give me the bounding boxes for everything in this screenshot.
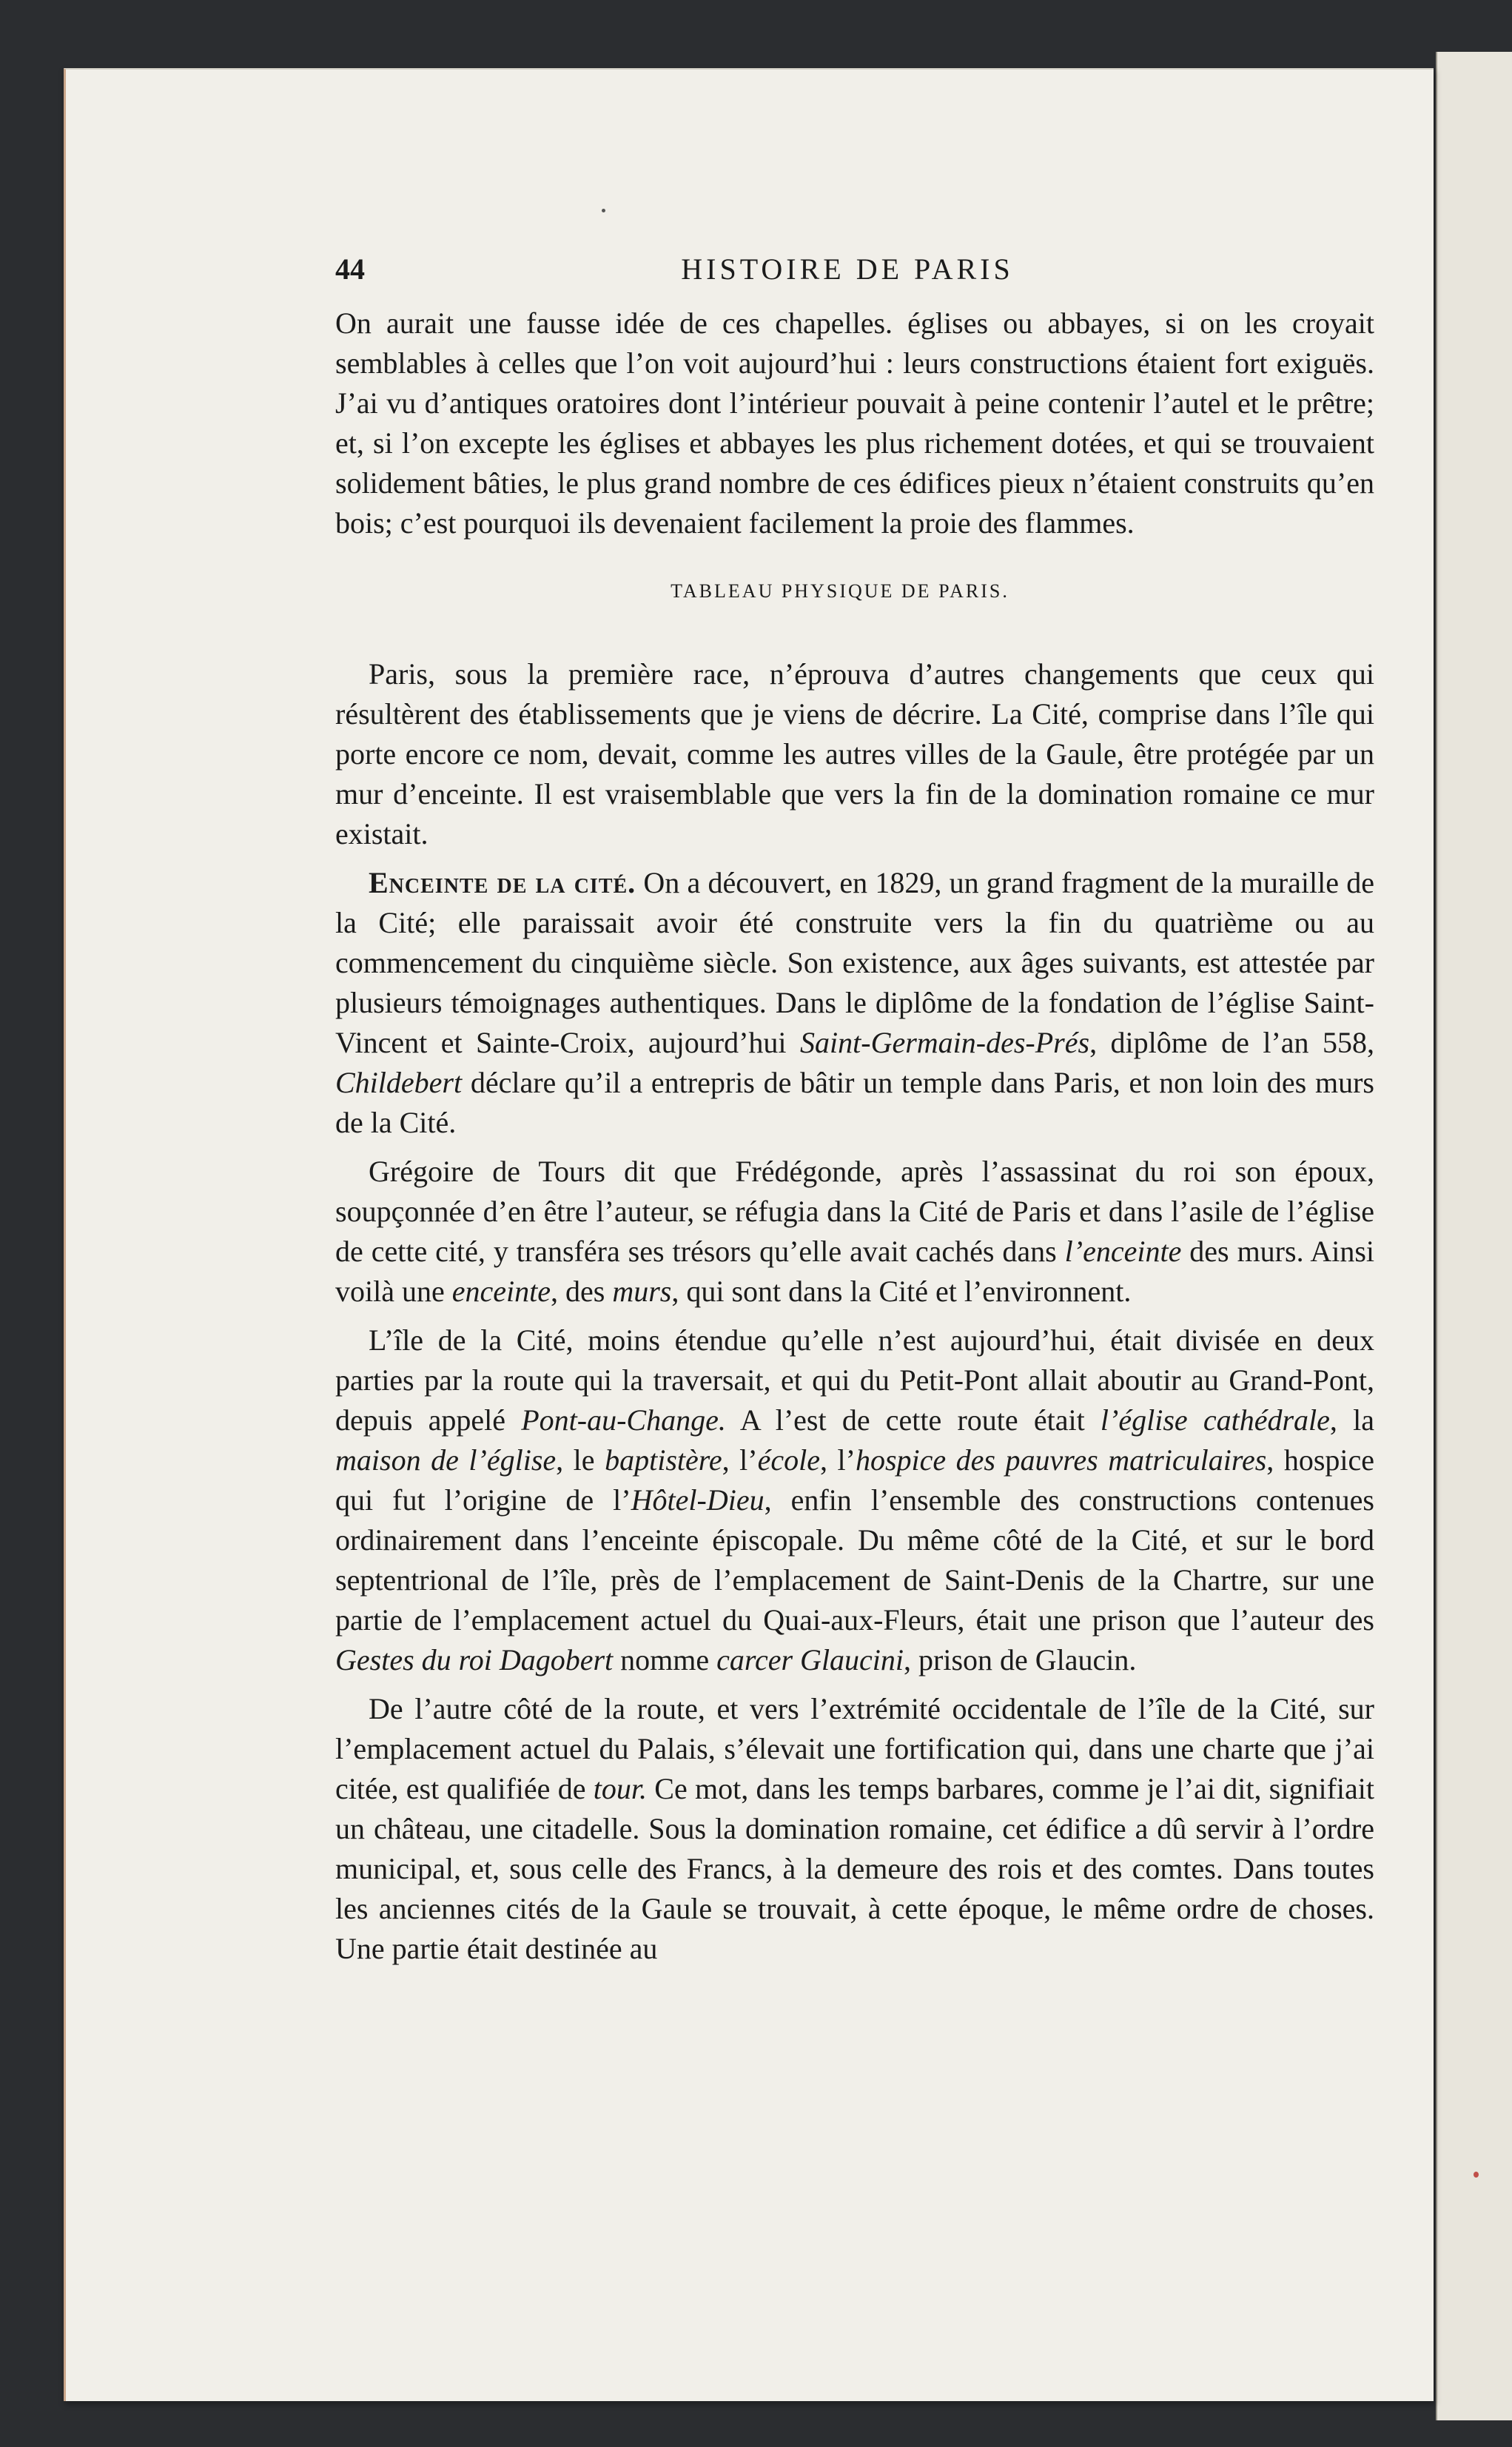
text-run: nomme (613, 1643, 717, 1676)
text-run: De l’autre côté de la route, et vers l’extrémité occidentale de l’île de la Cité, sur l’emplacement actuel du Palais, s’élevait une fortification qui, dans une charte que j’ai citée, est qualifiée de (335, 1692, 1374, 1805)
italic-run: l’enceinte (1064, 1235, 1182, 1268)
italic-run: tour. (593, 1772, 648, 1805)
italic-run: Childebert (335, 1066, 463, 1099)
italic-run: hospice des pauvres matriculaires (855, 1443, 1267, 1477)
paragraph-enceinte (335, 863, 1374, 1143)
italic-run: baptistère (605, 1443, 722, 1477)
text-run: , des (550, 1275, 613, 1308)
text-run: On a découvert, en 1829, un grand fragment de la muraille de la Cité; elle paraissait avoir été construite vers la fin du quatrième ou au commencement du cinquième siècle. Son existence, aux âges suivants, est attestée par plusieurs témoignages authentiques. Dans le diplôme de la fondation de l’église Saint-Vincent et Sainte-Croix, aujourd’hui (335, 866, 1374, 1059)
italic-run: enceinte (451, 1275, 551, 1308)
text-run: des murs. Ainsi voilà une (335, 1235, 1374, 1308)
text-run: L’île de la Cité, moins étendue qu’elle n’est aujourd’hui, était divisée en deux parties par la route qui la traversait, et qui du Petit-Pont allait aboutir au Grand-Pont, depuis appelé (335, 1323, 1374, 1437)
text-run: , l’ (722, 1443, 758, 1477)
text-run: déclare qu’il a entrepris de bâtir un temple dans Paris, et non loin des murs de la Cité. (335, 1066, 1374, 1139)
text-run: , la (1329, 1403, 1374, 1437)
paragraph-ile-de-la-cite (335, 1320, 1374, 1680)
section-heading: TABLEAU PHYSIQUE DE PARIS. (671, 580, 1009, 602)
ink-speck (1474, 2172, 1479, 2178)
paragraph-chapelles: On aurait une fausse idée de ces chapelles. églises ou abbayes, si on les croyait semblables à celles que l’on voit aujourd’hui : leurs constructions étaient fort exiguës. J’ai vu d’antiques oratoires dont l’intérieur pouvait à peine contenir l’autel et le prêtre; et, si l’on excepte les églises et abbayes les plus richement dotées, et qui se trouvaient solidement bâties, le plus grand nombre de ces édifices pieux n’étaient construits qu’en bois; c’est pourquoi ils devenaient facilement la proie des flammes. (335, 306, 1374, 540)
paragraph-gregoire (335, 1152, 1374, 1312)
paragraph-lead: Enceinte de la cité. (369, 866, 636, 899)
text-run: , prison de Glaucin. (904, 1643, 1137, 1676)
italic-run: Gestes du roi Dagobert (335, 1643, 614, 1676)
text-run: , hospice qui fut l’origine de l’ (335, 1443, 1375, 1517)
text-run: A l’est de cette route était (725, 1403, 1101, 1437)
text-run: Ce mot, dans les temps barbares, comme je l’ai dit, signifiait un château, une citadelle. Sous la domination romaine, cet édifice a dû servir à l’ordre municipal, et, sous celle des Francs, à la demeure des rois et des comtes. Dans toutes les anciennes cités de la Gaule se trouvait, à cette époque, le même ordre de choses. Une partie était destinée au (335, 1772, 1374, 1965)
running-head (335, 252, 1374, 303)
page-text (335, 252, 1374, 1969)
ink-speck (602, 209, 605, 212)
page-number: 44 (335, 252, 365, 286)
italic-run: Hôtel-Dieu (631, 1483, 765, 1517)
italic-run: l’église cathédrale (1100, 1403, 1330, 1437)
adjacent-page-edge (1436, 52, 1512, 2420)
italic-run: carcer Glaucini (716, 1643, 904, 1676)
italic-run: maison de l’église (335, 1443, 557, 1477)
italic-run: Pont-au-Change. (521, 1403, 726, 1437)
italic-run: Saint-Germain-des-Prés (800, 1026, 1090, 1059)
text-run: , enfin l’ensemble des constructions contenues ordinairement dans l’enceinte épiscopale. Du même côté de la Cité, et sur le bord septentrional de l’île, près de l’emplacement de Saint-Denis de la Chartre, sur une partie de l’emplacement actuel du Quai-aux-Fleurs, était une prison que l’auteur des (335, 1483, 1374, 1637)
text-run: , diplôme de l’an 558, (1089, 1026, 1374, 1059)
text-run: , l’ (819, 1443, 856, 1477)
paragraph-palais (335, 1689, 1374, 1969)
paragraph-premiere-race: Paris, sous la première race, n’éprouva d’autres changements que ceux qui résultèrent des établissements que je viens de décrire. La Cité, comprise dans l’île qui porte encore ce nom, devait, comme les autres villes de la Gaule, être protégée par un mur d’enceinte. Il est vraisemblable que vers la fin de la domination romaine ce mur existait. (335, 657, 1374, 850)
text-run: , le (556, 1443, 605, 1477)
running-title: HISTOIRE DE PARIS (681, 252, 1014, 286)
italic-run: murs (612, 1275, 672, 1308)
text-run: , qui sont dans la Cité et l’environnent. (671, 1275, 1132, 1308)
text-run: Grégoire de Tours dit que Frédégonde, après l’assassinat du roi son époux, soupçonnée d’en être l’auteur, se réfugia dans la Cité de Paris et dans l’asile de l’église de cette cité, y transféra ses trésors qu’elle avait cachés dans (335, 1155, 1374, 1268)
italic-run: école (757, 1443, 820, 1477)
